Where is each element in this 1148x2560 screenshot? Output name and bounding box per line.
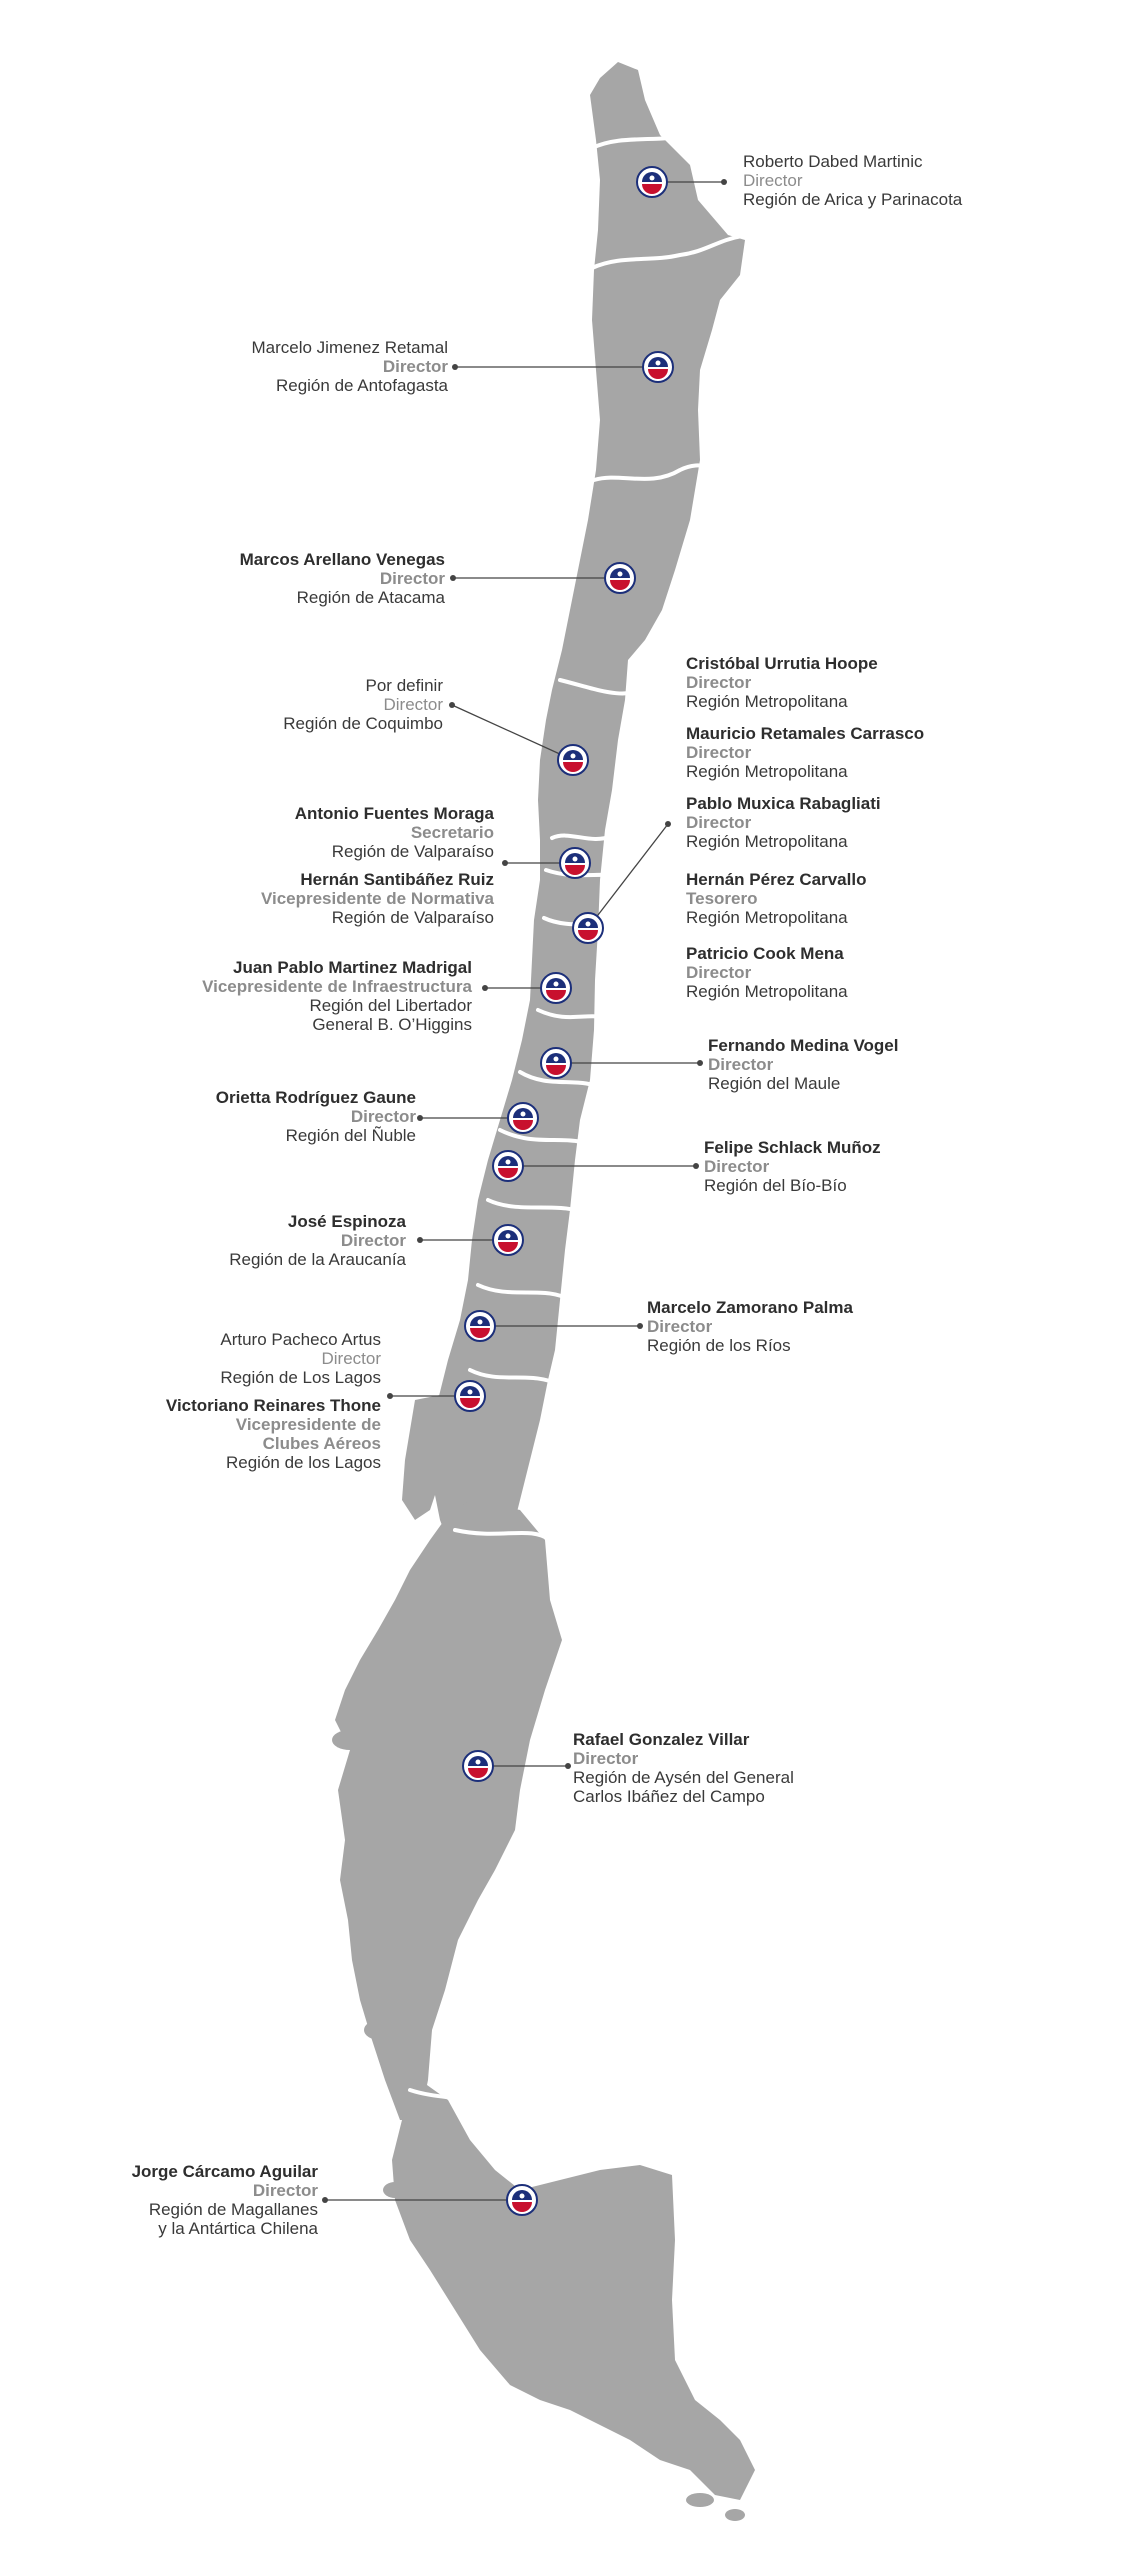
director-label-rm3 xyxy=(686,794,881,851)
club-badge-icon xyxy=(465,1311,495,1341)
director-label-lagos1 xyxy=(220,1330,381,1387)
director-region: Región de Antofagasta xyxy=(275,376,448,395)
island xyxy=(351,1871,379,1889)
director-name: Marcos Arellano Venegas xyxy=(239,550,445,569)
director-name: Jorge Cárcamo Aguilar xyxy=(131,2162,318,2181)
director-role: Director xyxy=(321,1349,381,1368)
director-region: Región de Coquimbo xyxy=(283,714,443,733)
director-role: Director xyxy=(743,171,803,190)
director-region: Región Metropolitana xyxy=(686,908,848,927)
director-role: Vicepresidente de Normativa xyxy=(260,889,494,908)
director-region: Región de los Ríos xyxy=(647,1336,791,1355)
club-badge-icon xyxy=(463,1751,493,1781)
director-role: Secretario xyxy=(410,823,494,842)
club-badge-icon xyxy=(560,848,590,878)
director-label-rm1 xyxy=(686,654,878,711)
island xyxy=(725,2509,745,2521)
director-name: Victoriano Reinares Thone xyxy=(165,1396,381,1415)
director-label-maule xyxy=(708,1036,898,1093)
director-label-antofagasta xyxy=(251,338,448,395)
island xyxy=(686,2493,714,2507)
director-region: Región Metropolitana xyxy=(686,832,848,851)
director-role: Director xyxy=(686,963,752,982)
director-region-line2: General B. O’Higgins xyxy=(312,1015,472,1034)
director-role: Director xyxy=(686,813,752,832)
director-region: Región del Bío-Bío xyxy=(704,1176,847,1195)
director-region: Región de los Lagos xyxy=(225,1453,381,1472)
director-role: Director xyxy=(704,1157,770,1176)
club-badge-icon xyxy=(508,1103,538,1133)
club-badge-icon xyxy=(541,973,571,1003)
director-region: Región de Magallanes xyxy=(148,2200,318,2219)
director-label-lagos2 xyxy=(166,1396,381,1472)
director-region: Región del Maule xyxy=(708,1074,841,1093)
director-region: Región de la Araucanía xyxy=(229,1250,406,1269)
director-name: Rafael Gonzalez Villar xyxy=(573,1730,750,1749)
director-region: Región de Atacama xyxy=(296,588,445,607)
director-region: Región de Arica y Parinacota xyxy=(743,190,963,209)
director-name: Pablo Muxica Rabagliati xyxy=(686,794,881,813)
director-label-rm4 xyxy=(686,870,866,927)
director-label-aysen xyxy=(573,1730,794,1806)
director-name: Hernán Santibáñez Ruiz xyxy=(300,870,494,889)
director-role: Director xyxy=(686,743,752,762)
director-name: Orietta Rodríguez Gaune xyxy=(215,1088,416,1107)
director-role: Director xyxy=(252,2181,318,2200)
director-name: Felipe Schlack Muñoz xyxy=(704,1138,881,1157)
director-name: José Espinoza xyxy=(287,1212,406,1231)
director-role: Director xyxy=(686,673,752,692)
director-role: Vicepresidente de xyxy=(235,1415,381,1434)
director-label-valpo2 xyxy=(261,870,494,927)
director-region: Región de Valparaíso xyxy=(331,908,494,927)
director-label-araucania xyxy=(229,1212,406,1269)
director-role: Director xyxy=(350,1107,416,1126)
director-role: Director xyxy=(383,695,443,714)
director-role: Director xyxy=(379,569,445,588)
club-badge-icon xyxy=(507,2185,537,2215)
director-region: Región Metropolitana xyxy=(686,692,848,711)
island xyxy=(332,1730,368,1750)
club-badge-icon xyxy=(541,1048,571,1078)
director-label-nuble xyxy=(216,1088,416,1145)
director-label-valpo1 xyxy=(295,804,494,861)
director-region: Región Metropolitana xyxy=(686,762,848,781)
club-badge-icon xyxy=(643,352,673,382)
director-label-ohiggins xyxy=(202,958,472,1034)
director-label-atacama xyxy=(240,550,445,607)
director-role: Director xyxy=(647,1317,713,1336)
club-badge-icon xyxy=(455,1381,485,1411)
director-label-rios xyxy=(647,1298,853,1355)
director-name: Marcelo Zamorano Palma xyxy=(647,1298,853,1317)
magallanes-shape xyxy=(392,2080,755,2500)
director-region: Región del Libertador xyxy=(309,996,472,1015)
club-badge-icon xyxy=(558,745,588,775)
director-region: Región de Aysén del General xyxy=(573,1768,794,1787)
director-name: Cristóbal Urrutia Hoope xyxy=(686,654,878,673)
director-region-line2: Carlos Ibáñez del Campo xyxy=(573,1787,765,1806)
director-label-coquimbo xyxy=(283,676,443,733)
club-badge-icon xyxy=(493,1151,523,1181)
director-name: Marcelo Jimenez Retamal xyxy=(251,338,448,357)
director-role: Director xyxy=(382,357,448,376)
club-badge-icon xyxy=(573,913,603,943)
director-label-rm5 xyxy=(686,944,848,1001)
director-region: Región de Los Lagos xyxy=(220,1368,381,1387)
director-name: Hernán Pérez Carvallo xyxy=(686,870,867,889)
director-name: Patricio Cook Mena xyxy=(686,944,844,963)
director-region-line2: y la Antártica Chilena xyxy=(158,2219,318,2238)
director-label-arica xyxy=(743,152,962,209)
director-name: Juan Pablo Martinez Madrigal xyxy=(233,958,472,977)
director-role: Vicepresidente de Infraestructura xyxy=(202,977,472,996)
director-name: Roberto Dabed Martinic xyxy=(743,152,923,171)
director-name: Antonio Fuentes Moraga xyxy=(294,804,494,823)
director-region: Región de Valparaíso xyxy=(331,842,494,861)
director-name: Fernando Medina Vogel xyxy=(708,1036,899,1055)
director-name: Por definir xyxy=(365,676,443,695)
director-role: Director xyxy=(573,1749,639,1768)
club-badge-icon xyxy=(493,1225,523,1255)
director-role: Director xyxy=(340,1231,406,1250)
director-name: Arturo Pacheco Artus xyxy=(220,1330,381,1349)
island xyxy=(364,2020,396,2040)
club-badge-icon xyxy=(637,167,667,197)
director-region: Región del Ñuble xyxy=(285,1126,416,1145)
director-region: Región Metropolitana xyxy=(686,982,848,1001)
director-label-rm2 xyxy=(686,724,924,781)
director-role: Director xyxy=(708,1055,774,1074)
director-role-line2: Clubes Aéreos xyxy=(262,1434,381,1453)
director-role: Tesorero xyxy=(686,889,758,908)
director-label-magallanes xyxy=(132,2162,318,2238)
club-badge-icon xyxy=(605,563,635,593)
director-name: Mauricio Retamales Carrasco xyxy=(686,724,925,743)
director-label-biobio xyxy=(704,1138,881,1195)
island xyxy=(383,2182,407,2198)
